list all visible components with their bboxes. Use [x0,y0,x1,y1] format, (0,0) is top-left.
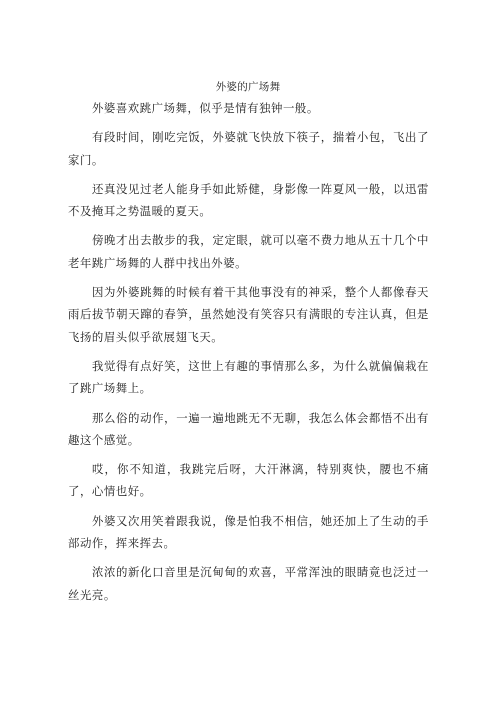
paragraph: 浓浓的新化口音里是沉甸甸的欢喜，平常浑浊的眼睛竟也泛过一丝光亮。 [68,565,429,602]
paragraph: 我觉得有点好笑，这世上有趣的事情那么多，为什么就偏偏栽在了跳广场舞上。 [68,358,429,396]
paragraph: 有段时间，刚吃完饭，外婆就飞快放下筷子，揣着小包，飞出了家门。 [68,130,429,167]
paragraph: 外婆又次用笑着跟我说，像是怕我不相信，她还加上了生动的手部动作，挥来挥去。 [68,513,429,551]
document-title: 外婆的广场舞 [215,81,281,93]
paragraph: 哎，你不知道，我跳完后呀，大汗淋漓，特别爽快，腰也不痛了，心情也好。 [68,462,429,499]
paragraph: 那么俗的动作，一遍一遍地跳无不无聊，我怎么体会都悟不出有趣这个感觉。 [68,410,429,447]
paragraph: 还真没见过老人能身手如此矫健，身影像一阵夏风一般，以迅雷不及掩耳之势温暖的夏天。 [68,181,429,219]
paragraph: 外婆喜欢跳广场舞，似乎是情有独钟一般。 [91,101,319,115]
paragraph: 因为外婆跳舞的时候有着干其他事没有的神采，整个人都像春天雨后拔节朝天蹿的春笋，虽然她没有笑容只有满眼的专注认真，但是飞扬的眉头似乎欲展翅飞天。 [68,285,429,344]
document-body [68,97,429,613]
paragraph: 傍晚才出去散步的我，定定眼，就可以毫不费力地从五十几个中老年跳广场舞的人群中找出外婆。 [68,233,429,270]
